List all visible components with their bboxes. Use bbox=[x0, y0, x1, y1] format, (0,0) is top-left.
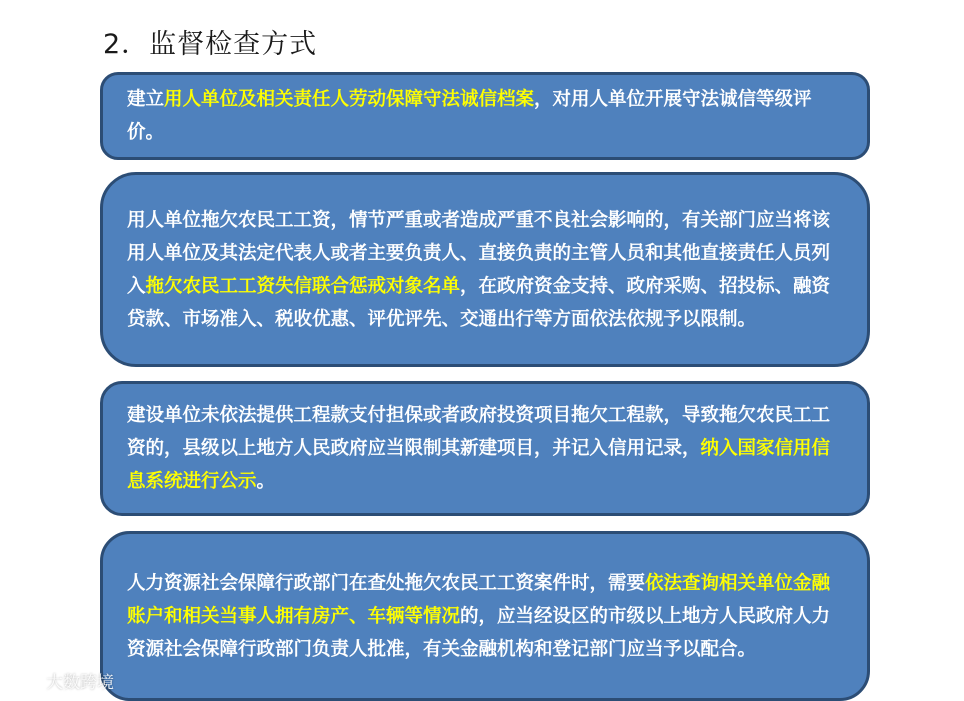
highlight-text: 依法查询相关单位金融账户和相关当事人拥有房产、车辆等情况 bbox=[127, 572, 831, 627]
text-segment: ，在政府资金支持、政府采购、招投标、融资贷款、市场准入、税收优惠、评优评先、交通出行等方面依法依规予以限制。 bbox=[127, 275, 831, 330]
highlight-text: 用人单位及相关责任人劳动保障守法诚信档案 bbox=[164, 89, 535, 110]
watermark-text: 大数跨境 bbox=[46, 673, 114, 693]
watermark bbox=[6, 668, 114, 693]
text-segment: 建设单位未依法提供工程款支付担保或者政府投资项目拖欠工程款，导致拖欠农民工工资的，县级以上地方人民政府应当限制其新建项目，并记入信用记录， bbox=[127, 405, 831, 459]
info-box-text bbox=[127, 567, 843, 666]
page-title: 2．监督检查方式 bbox=[103, 29, 318, 60]
info-box-text bbox=[127, 83, 843, 149]
info-box-financial-inquiry bbox=[100, 531, 870, 701]
brand-logo-icon bbox=[6, 670, 40, 692]
info-box-text bbox=[127, 204, 845, 336]
info-box-blacklist bbox=[100, 172, 870, 367]
text-segment: 用人单位拖欠农民工工资，情节严重或者造成严重不良社会影响的，有关部门应当将该用人单位及其法定代表人或者主要负责人、直接负责的主管人员和其他直接责任人员列入 bbox=[127, 209, 831, 297]
info-box-credit-archive bbox=[100, 72, 870, 160]
text-segment: 。 bbox=[256, 471, 276, 492]
text-segment: 的，应当经设区的市级以上地方人民政府人力资源社会保障行政部门负责人批准，有关金融机构和登记部门应当予以配合。 bbox=[127, 605, 831, 660]
info-box-text bbox=[127, 399, 843, 498]
text-segment: ，对用人单位开展守法诚信等级评价。 bbox=[127, 89, 812, 143]
highlight-text: 纳入国家信用信息系统进行公示 bbox=[127, 438, 831, 492]
info-box-project-restriction bbox=[100, 381, 870, 516]
highlight-text: 拖欠农民工工资失信联合惩戒对象名单 bbox=[145, 275, 461, 297]
text-segment: 人力资源社会保障行政部门在查处拖欠农民工工资案件时，需要 bbox=[127, 572, 646, 594]
text-segment: 建立 bbox=[127, 89, 165, 110]
